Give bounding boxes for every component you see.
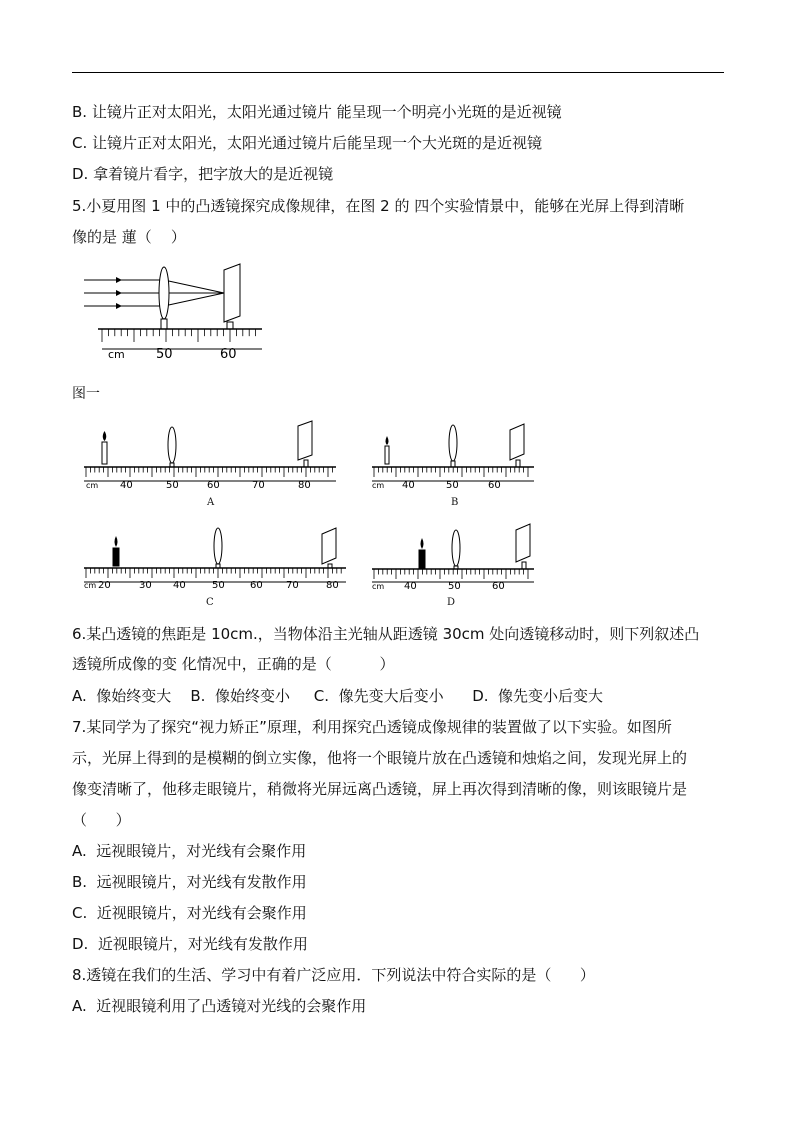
question-7-answer-blank: （ ） [72, 811, 131, 829]
arrow-icon [116, 303, 122, 309]
option-b-q4: B. 让镜片正对太阳光，太阳光通过镜片 能呈现一个明亮小光斑的是近视镜 [72, 103, 562, 121]
ruler-ticks [374, 569, 528, 579]
tick-label: 80 [326, 580, 339, 591]
caption-a: A [207, 497, 215, 508]
tick-label: 70 [252, 480, 265, 491]
tick-label: 30 [139, 580, 152, 591]
option-b-q7: B. 远视眼镜片，对光线有发散作用 [72, 873, 307, 891]
option-c-q7: C. 近视眼镜片，对光线有会聚作用 [72, 904, 307, 922]
ray-line [164, 280, 224, 293]
tick-label: 50 [448, 581, 461, 592]
question-6-text: 6.某凸透镜的焦距是 10cm.，当物体沿主光轴从距透镜 30cm 处向透镜移动时，则下列叙述凸 [72, 625, 700, 643]
option-a-q7: A. 远视眼镜片，对光线有会聚作用 [72, 842, 307, 860]
question-7-text-cont: 示，光屏上得到的是模糊的倒立实像，他将一个眼镜片放在凸透镜和烛焰之间，发现光屏上的 [72, 749, 688, 767]
arrow-icon [116, 290, 122, 296]
header-rule [72, 72, 724, 73]
question-5-text-cont: 像的是 蓮（ ） [72, 228, 186, 246]
tick-label-50: 50 [156, 347, 173, 362]
question-6-text-cont: 透镜所成像的变 化情况中，正确的是（ ） [72, 655, 395, 673]
question-6-options: A. 像始终变大 B. 像始终变小 C. 像先变大后变小 D. 像先变小后变大 [72, 687, 604, 705]
tick-label: 50 [166, 480, 179, 491]
tick-label: 60 [250, 580, 263, 591]
light-screen [224, 264, 240, 322]
tick-label: 80 [298, 480, 311, 491]
question-5-text: 5.小夏用图 1 中的凸透镜探究成像规律，在图 2 的 四个实验情景中，能够在光屏上得到清晰 [72, 197, 685, 215]
ruler-ticks [374, 467, 528, 477]
figure-2-option-a [80, 418, 340, 496]
tick-label: 40 [120, 480, 133, 491]
ruler-ticks [86, 568, 341, 578]
screen-holder [227, 322, 233, 329]
tick-label: 40 [173, 580, 186, 591]
tick-label: 40 [402, 480, 415, 491]
tick-label: 60 [492, 581, 505, 592]
unit-label: cm [372, 582, 385, 591]
candle [419, 538, 425, 568]
unit-label: cm [84, 581, 97, 590]
option-c-q4: C. 让镜片正对太阳光，太阳光通过镜片后能呈现一个大光斑的是近视镜 [72, 134, 543, 152]
light-screen [516, 524, 530, 562]
tick-label: 50 [212, 580, 225, 591]
convex-lens [214, 528, 222, 564]
tick-label: 20 [98, 580, 111, 591]
figure-1-caption: 图一 [72, 386, 100, 402]
ray-line [164, 293, 224, 306]
light-screen [298, 421, 312, 460]
caption-b: B [451, 497, 459, 508]
convex-lens [159, 267, 169, 319]
candle [102, 431, 107, 464]
tick-label-60: 60 [220, 347, 237, 362]
option-d-q4: D. 拿着镜片看字，把字放大的是近视镜 [72, 165, 334, 183]
figure-2-option-d [368, 520, 538, 595]
caption-d: D [447, 597, 456, 608]
figure-1-diagram [80, 262, 270, 367]
screen-holder [522, 562, 526, 569]
figure-2-option-b [368, 418, 538, 496]
tick-label: 60 [207, 480, 220, 491]
light-screen [510, 424, 524, 460]
unit-label: cm [372, 481, 385, 490]
figure-2-option-c [80, 526, 350, 594]
question-7-text-cont: 像变清晰了，他移走眼镜片，稍微将光屏远离凸透镜，屏上再次得到清晰的像，则该眼镜片是 [72, 780, 688, 798]
unit-label: cm [86, 481, 99, 490]
question-8-text: 8.透镜在我们的生活、学习中有着广泛应用．下列说法中符合实际的是（ ） [72, 966, 595, 984]
screen-holder [304, 460, 308, 467]
arrow-icon [116, 277, 122, 283]
lens-holder [451, 461, 455, 467]
ruler-ticks [86, 467, 332, 477]
caption-c: C [206, 597, 214, 608]
unit-label: cm [108, 348, 125, 361]
candle [113, 536, 119, 566]
lens-holder [161, 319, 167, 329]
light-screen [322, 528, 336, 564]
tick-label: 60 [488, 480, 501, 491]
screen-holder [516, 460, 520, 467]
tick-label: 70 [286, 580, 299, 591]
convex-lens [449, 425, 457, 461]
tick-label: 50 [446, 480, 459, 491]
question-7-text: 7.某同学为了探究“视力矫正”原理，利用探究凸透镜成像规律的装置做了以下实验。如图所 [72, 718, 672, 736]
candle [385, 436, 389, 464]
option-d-q7: D. 近视眼镜片，对光线有发散作用 [72, 935, 308, 953]
convex-lens [168, 427, 176, 463]
option-a-q8: A. 近视眼镜利用了凸透镜对光线的会聚作用 [72, 997, 367, 1015]
ruler-ticks [102, 329, 256, 342]
tick-label: 40 [404, 581, 417, 592]
convex-lens [452, 530, 460, 566]
